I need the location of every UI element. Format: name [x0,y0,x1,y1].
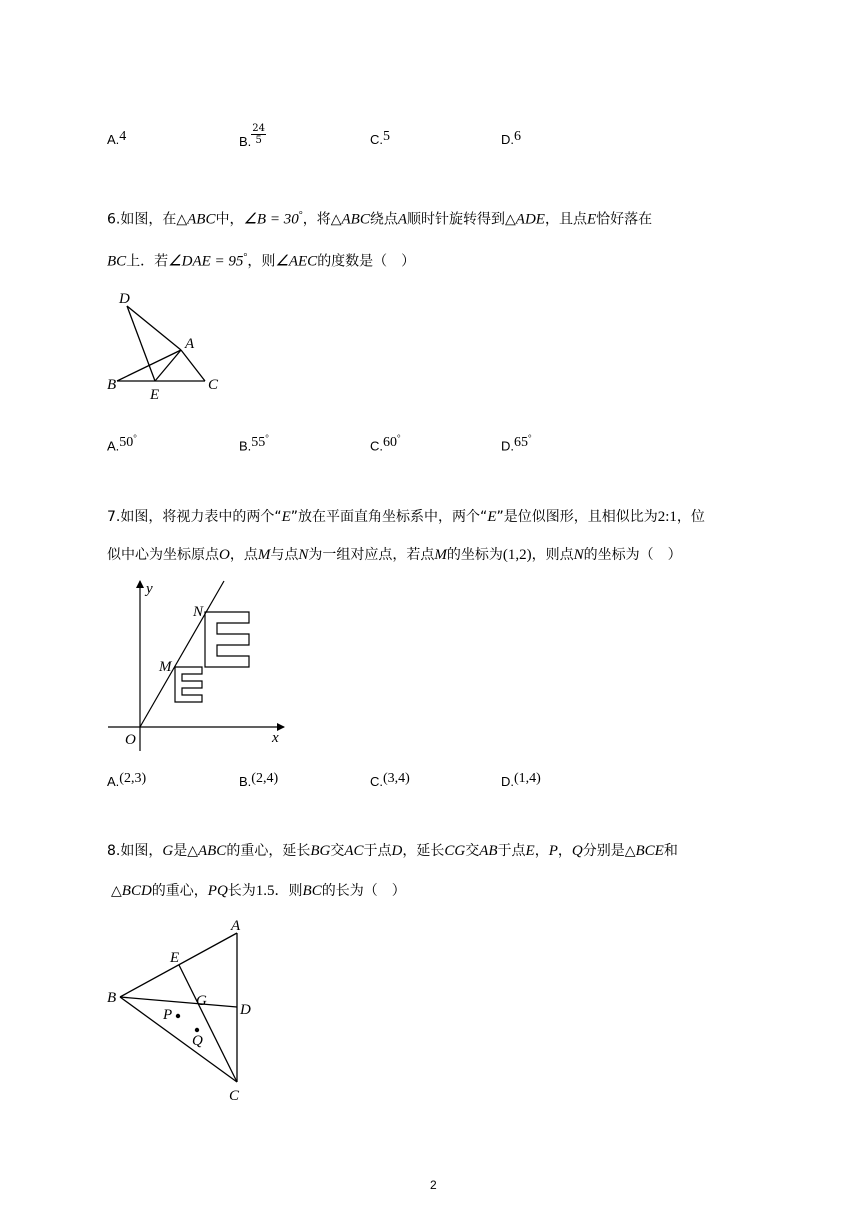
q7-option-a: A.(2,3) [107,771,147,789]
q8-stem-line2: △BCD的重心，PQ长为1.5．则BC的长为（ ） [111,883,406,899]
segment-ea [155,350,181,381]
q7-figure [100,575,300,755]
small-e-shape [175,667,202,702]
label-p: P [163,1007,173,1023]
q6-option-a: A.50° [107,433,137,454]
q5-option-a: A.4 [107,129,127,147]
page-number: 2 [430,1178,437,1192]
fraction: $\frac{24}{5}$ [252,123,266,146]
ray-onm [140,581,224,727]
label-c: C [229,1088,240,1104]
label-n: N [193,604,204,620]
q7-option-c: C.(3,4) [370,771,410,789]
label-b: B [107,990,117,1006]
label-d: D [119,291,130,307]
label-b: B [107,377,117,393]
q5-option-c: C.5 [370,129,390,147]
label-o: O [125,732,136,748]
point-p [176,1014,180,1018]
label-a: A [185,336,195,352]
q6-stem-line1: 6.如图，在△ABC中，∠B = 30°，将△ABC绕点A顺时针旋转得到△ADE，且点E恰好落在 [107,210,653,228]
q5-option-b: B. $\frac{24}{5}$ [239,123,266,149]
label-c: C [208,377,219,393]
label-m: M [159,659,172,675]
label-q: Q [192,1033,203,1049]
label-x: x [272,730,279,746]
segment-ac [181,350,205,381]
point-q [195,1028,199,1032]
label-y: y [146,581,153,597]
q6-figure [100,285,230,405]
label-e: E [170,950,180,966]
label-g: G [196,993,207,1009]
q7-stem-line1: 7.如图，将视力表中的两个“E”放在平面直角坐标系中，两个“E”是位似图形，且相似比为2:1，位 [107,509,705,525]
segment-bc [120,997,237,1082]
large-e-shape [205,612,249,667]
q7-option-b: B.(2,4) [239,771,279,789]
segment-bd [120,997,237,1007]
q8-figure [100,910,270,1110]
q7-option-d: D.(1,4) [501,771,541,789]
label-d: D [240,1002,251,1018]
q6-stem-line2: BC上．若∠DAE = 95°，则∠AEC的度数是（ ） [107,252,416,270]
label-a: A [231,918,241,934]
q6-option-b: B.55° [239,433,269,454]
q7-stem-line2: 似中心为坐标原点O，点M与点N为一组对应点，若点M的坐标为(1,2)，则点N的坐标为（ ） [107,547,682,563]
q6-option-d: D.65° [501,433,532,454]
q6-option-c: C.60° [370,433,401,454]
label-e: E [150,387,160,403]
segment-ce [179,965,237,1082]
q8-stem-line1: 8.如图，G是△ABC的重心，延长BG交AC于点D，延长CG交AB于点E，P，Q分别是△BCE和 [107,843,678,859]
q5-option-d: D.6 [501,129,521,147]
